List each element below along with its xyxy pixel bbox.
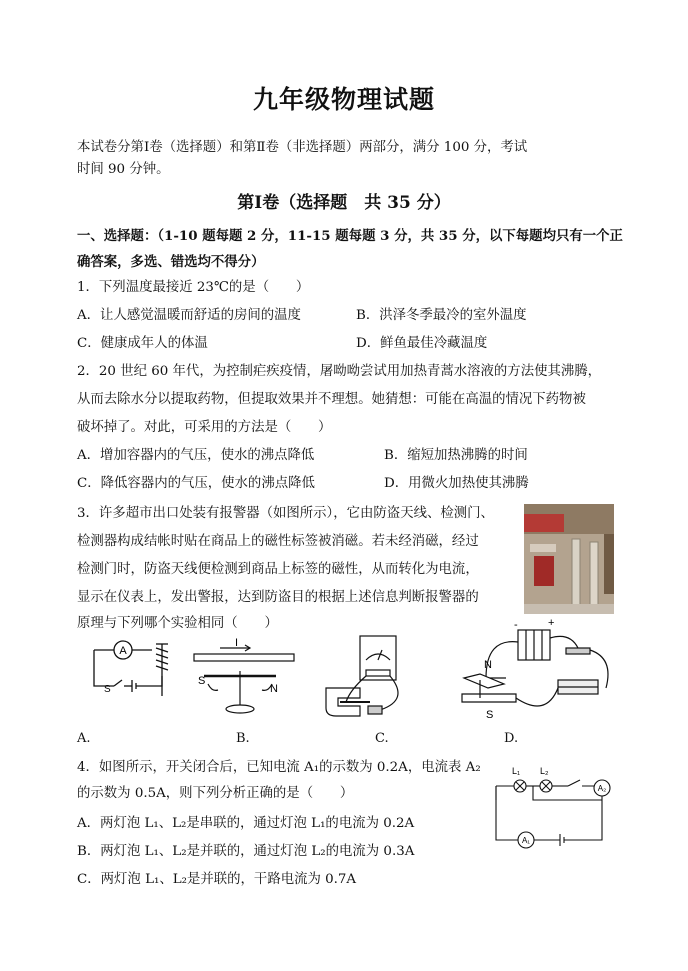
part1-heading — [77, 226, 623, 247]
q4-option-b: B．两灯泡 L₁、L₂是并联的，通过灯泡 L₂的电流为 0.3A — [77, 844, 415, 859]
fig-d-s-label: S — [486, 709, 494, 721]
q3-figure-d — [446, 618, 621, 726]
q1-option-c: C．健康成年人的体温 — [77, 336, 208, 351]
q3-label-b: B. — [236, 731, 250, 746]
q3-label-a: A. — [77, 731, 91, 746]
q3-stem-3: 检测门时，防盗天线便检测到商品上标签的磁性，从而转化为电流， — [77, 562, 479, 577]
part1-head: 一、选择题： — [77, 228, 158, 244]
q4-option-c: C．两灯泡 L₁、L₂是并联的，干路电流为 0.7A — [77, 872, 357, 887]
q2-option-d: D．用微火加热使其沸腾 — [384, 476, 529, 491]
q2-option-b: B．缩短加热沸腾的时间 — [384, 448, 528, 463]
q2-stem-1: 2．20 世纪 60 年代，为控制疟疾疫情，屠呦呦尝试用加热青蒿水溶液的方法使其沸腾， — [77, 364, 602, 379]
q3-figure-b — [190, 636, 300, 726]
intro-line-2: 时间 90 分钟。 — [77, 162, 170, 177]
q3-stem-1: 3．许多超市出口处装有报警器（如图所示），它由防盗天线、检测门、 — [77, 506, 494, 521]
part1-note-2: 确答案，多选、错选均不得分） — [77, 254, 265, 270]
q3-stem-4: 显示在仪表上，发出警报，达到防盗目的根据上述信息判断报警器的 — [77, 590, 479, 605]
q2-stem-2: 从而去除水分以提取药物，但提取效果并不理想。她猜想：可能在高温的情况下药物被 — [77, 392, 586, 407]
q4-stem-2: 的示数为 0.5A，则下列分析正确的是（ ） — [77, 786, 354, 801]
fig-d-plus-label: + — [548, 618, 555, 629]
intro-line-1: 本试卷分第Ⅰ卷（选择题）和第Ⅱ卷（非选择题）两部分，满分 100 分，考试 — [77, 140, 528, 155]
store-alarm-photo — [524, 504, 614, 614]
exam-title: 九年级物理试题 — [252, 85, 435, 114]
q2-stem-3: 破坏掉了。对此，可采用的方法是（ ） — [77, 420, 332, 435]
q1-option-d: D．鲜鱼最佳冷藏温度 — [356, 336, 488, 351]
fig-b-current-label: I — [235, 637, 239, 649]
q3-label-c: C. — [375, 731, 389, 746]
q4-fig-a1-label: A₁ — [521, 836, 531, 845]
fig-b-s-label: S — [198, 675, 206, 687]
q4-fig-l2-label: L₂ — [540, 766, 549, 776]
q2-option-c: C．降低容器内的气压，使水的沸点降低 — [77, 476, 315, 491]
q1-option-a: A．让人感觉温暖而舒适的房间的温度 — [77, 308, 301, 323]
fig-a-ammeter-label: A — [119, 645, 127, 657]
q2-option-a: A．增加容器内的气压，使水的沸点降低 — [77, 448, 315, 463]
q1-stem: 1．下列温度最接近 23℃的是（ ） — [77, 280, 310, 295]
q4-option-a: A．两灯泡 L₁、L₂是串联的，通过灯泡 L₁的电流为 0.2A — [77, 816, 415, 831]
q3-stem-5: 原理与下列哪个实验相同（ ） — [77, 616, 278, 631]
section-heading: 第Ⅰ卷（选择题 共 35 分） — [237, 193, 451, 213]
fig-d-n-label: N — [484, 659, 492, 671]
q4-circuit-figure — [490, 762, 620, 854]
fig-d-minus-label: - — [514, 619, 518, 631]
q1-option-b: B．洪泽冬季最冷的室外温度 — [356, 308, 527, 323]
q3-label-d: D. — [504, 731, 519, 746]
q3-figure-c — [310, 630, 420, 725]
q4-fig-l1-label: L₁ — [512, 766, 521, 776]
q3-stem-2: 检测器构成结帐时贴在商品上的磁性标签被消磁。若未经消磁，经过 — [77, 534, 479, 549]
q3-figure-a — [82, 636, 182, 716]
q4-stem-1: 4．如图所示，开关闭合后，已知电流 A₁的示数为 0.2A，电流表 A₂ — [77, 760, 481, 775]
fig-b-n-label: N — [270, 683, 278, 695]
part1-note-1: （1-10 题每题 2 分，11-15 题每题 3 分，共 35 分，以下每题均只有一个正 — [157, 228, 623, 244]
q4-fig-a2-label: A₂ — [597, 784, 607, 793]
fig-a-switch-label: S — [104, 684, 111, 695]
